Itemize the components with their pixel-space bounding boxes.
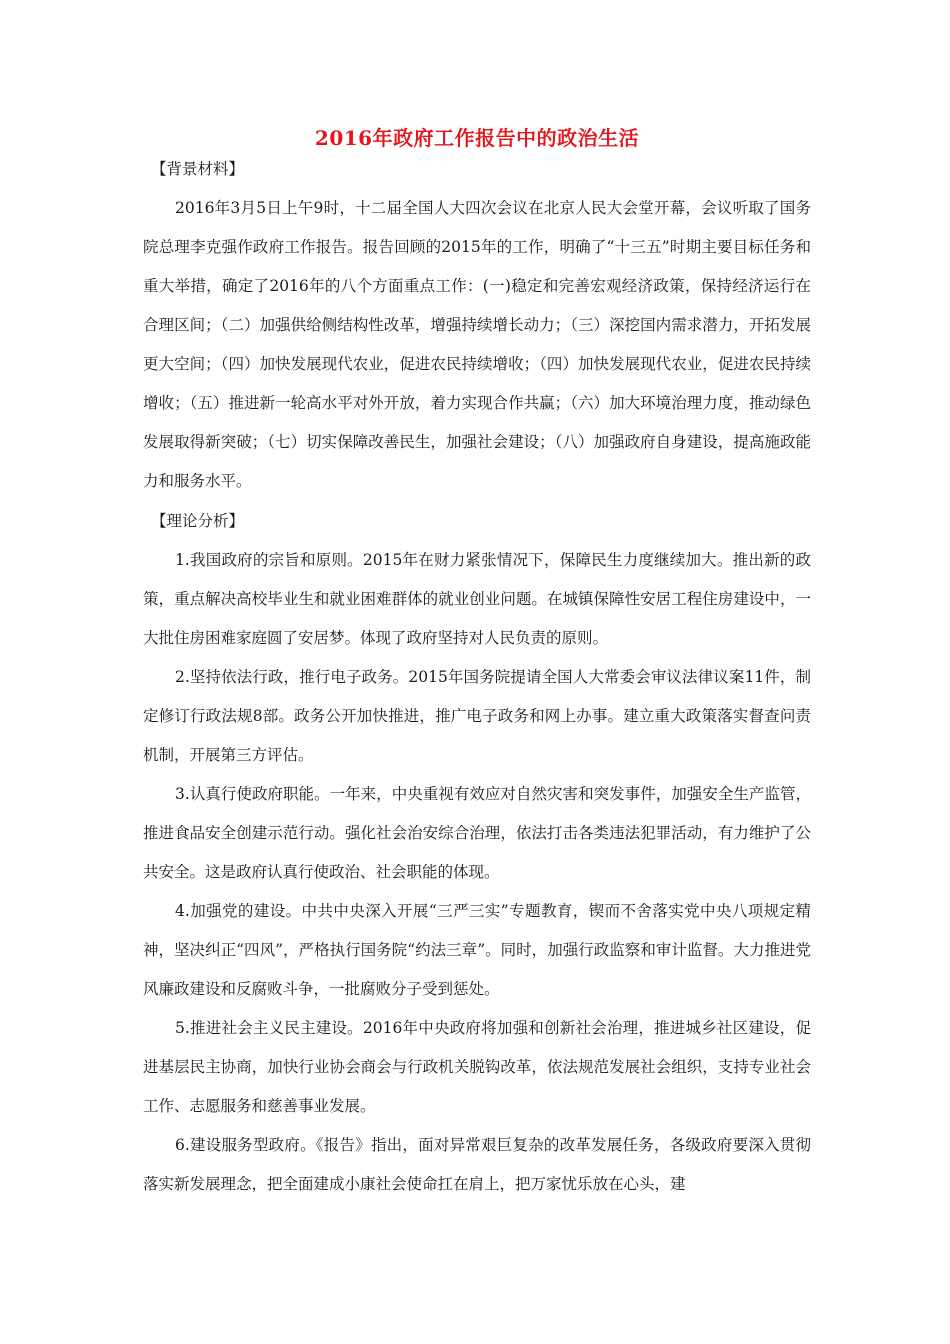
analysis-paragraph-2: 2.坚持依法行政，推行电子政务。2015年国务院提请全国人大常委会审议法律议案11件，制定修订行政法规8部。政务公开加快推进，推广电子政务和网上办事。建立重大政策落实督查问责机制，开展第三方评估。: [143, 668, 811, 764]
section-heading-background: 【背景材料】: [151, 160, 245, 178]
section-analysis: [143, 509, 811, 1204]
section-background: [143, 157, 811, 501]
analysis-paragraph-4: 4.加强党的建设。中共中央深入开展“三严三实”专题教育，锲而不舍落实党中央八项规定精神，坚决纠正“四风”，严格执行国务院“约法三章”。同时，加强行政监察和审计监督。大力推进党风廉政建设和反腐败斗争，一批腐败分子受到惩处。: [143, 902, 811, 998]
analysis-paragraph-3: 3.认真行使政府职能。一年来，中央重视有效应对自然灾害和突发事件，加强安全生产监管，推进食品安全创建示范行动。强化社会治安综合治理，依法打击各类违法犯罪活动，有力维护了公共安全。这是政府认真行使政治、社会职能的体现。: [143, 785, 811, 881]
analysis-paragraph-5: 5.推进社会主义民主建设。2016年中央政府将加强和创新社会治理，推进城乡社区建设，促进基层民主协商，加快行业协会商会与行政机关脱钩改革，依法规范发展社会组织，支持专业社会工作、志愿服务和慈善事业发展。: [143, 1019, 811, 1115]
background-paragraph: 2016年3月5日上午9时，十二届全国人大四次会议在北京人民大会堂开幕，会议听取了国务院总理李克强作政府工作报告。报告回顾的2015年的工作，明确了“十三五”时期主要目标任务和重大举措，确定了2016年的八个方面重点工作：(一)稳定和完善宏观经济政策，保持经济运行在合理区间；（二）加强供给侧结构性改革，增强持续增长动力；（三）深挖国内需求潜力，开拓发展更大空间；（四）加快发展现代农业，促进农民持续增收；（四）加快发展现代农业，促进农民持续增收；（五）推进新一轮高水平对外开放，着力实现合作共赢；（六）加大环境治理力度，推动绿色发展取得新突破；（七）切实保障改善民生，加强社会建设；（八）加强政府自身建设，提高施政能力和服务水平。: [143, 199, 811, 490]
document-title: 2016年政府工作报告中的政治生活: [314, 126, 640, 150]
section-heading-analysis: 【理论分析】: [151, 512, 245, 530]
analysis-paragraph-1: 1.我国政府的宗旨和原则。2015年在财力紧张情况下，保障民生力度继续加大。推出新的政策，重点解决高校毕业生和就业困难群体的就业创业问题。在城镇保障性安居工程住房建设中，一大批住房困难家庭圆了安居梦。体现了政府坚持对人民负责的原则。: [143, 551, 811, 647]
analysis-paragraph-6: 6.建设服务型政府。《报告》指出，面对异常艰巨复杂的改革发展任务，各级政府要深入贯彻落实新发展理念，把全面建成小康社会使命扛在肩上，把万家忧乐放在心头，建: [143, 1136, 811, 1193]
